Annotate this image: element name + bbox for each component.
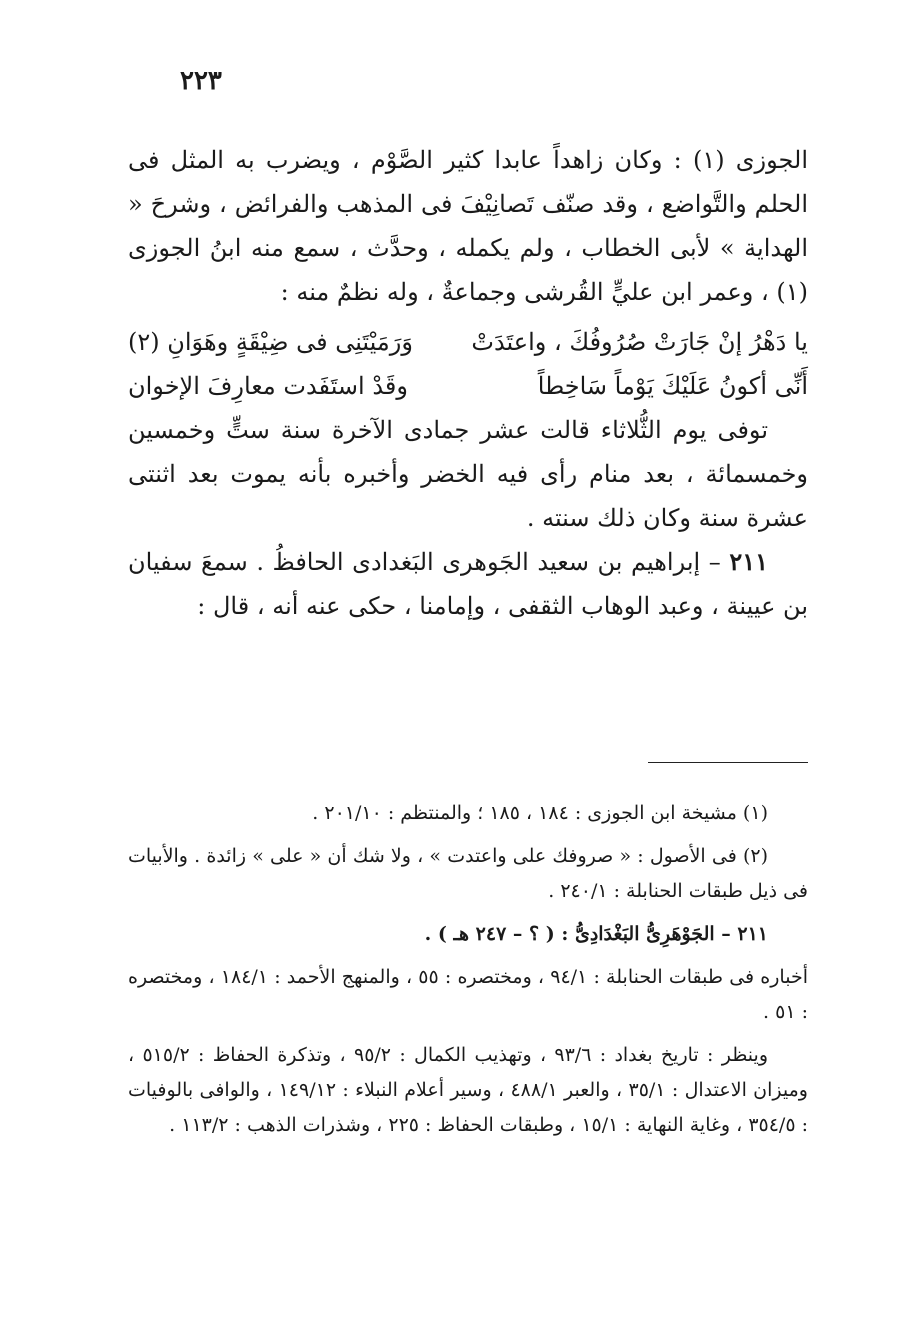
footnote-1: (١) مشيخة ابن الجوزى : ١٨٤ ، ١٨٥ ؛ والمنتظم : ٢٠١/١٠ .	[312, 802, 768, 824]
verse-2-second-hemistich: وقَدْ استَفَدت معارِفَ الإخوان	[128, 372, 408, 400]
verse-2-first-hemistich: أَنِّى أكونُ عَلَيْكَ يَوْماً سَاخِطاً	[537, 372, 808, 400]
footnotes	[128, 796, 808, 1151]
death-paragraph: توفى يوم الثُّلاثاء قالت عشر جمادى الآخرة سنة ستٍّ وخمسين وخمسمائة ، بعد منام رأى فيه الخضر وأخبره بأنه يموت بعد اثنتى عشرة سنة وكان ذلك سنته .	[128, 416, 808, 532]
entry-number: ٢١١	[729, 547, 768, 576]
footnote-entry-heading: ٢١١ – الجَوْهَرِىُّ البَغْدَادِىُّ : ( ؟ – ٢٤٧ هـ ) .	[424, 923, 768, 945]
verse-line-2	[128, 364, 808, 408]
entry-text: – إبراهيم بن سعيد الجَوهرى البَغدادى الحافظُ . سمعَ سفيان بن عيينة ، وعبد الوهاب الثقفى ، وإمامنا ، حكى عنه أنه ، قال :	[128, 548, 808, 620]
footnote-divider	[648, 762, 808, 763]
main-text	[128, 138, 808, 628]
footnote-2: (٢) فى الأصول : « صروفك على واعتدت » ، ولا شك أن « على » زائدة . والأبيات فى ذيل طبقات الحنابلة : ٢٤٠/١ .	[128, 845, 808, 902]
verse-line-1	[128, 320, 808, 364]
verse-1-first-hemistich: يا دَهْرُ إنْ جَارَتْ صُرُوفُكَ ، واعتَدَتْ	[471, 328, 808, 356]
poem	[128, 320, 808, 408]
verse-1-second-hemistich: وَرَمَيْتَنِى فى ضِيْقَةٍ وهَوَانِ (٢)	[128, 328, 413, 356]
footnote-entry-references: وينظر : تاريخ بغداد : ٩٣/٦ ، وتهذيب الكمال : ٩٥/٢ ، وتذكرة الحفاظ : ٥١٥/٢ ، وميزان الاعتدال : ٣٥/١ ، والعبر ٤٨٨/١ ، وسير أعلام النبلاء : ١٤٩/١٢ ، والوافى بالوفيات : ٣٥٤/٥ ، وغاية النهاية : ١٥/١ ، وطبقات الحفاظ : ٢٢٥ ، وشذرات الذهب : ١١٣/٢ .	[128, 1044, 808, 1136]
page-number: ٢٢٣	[180, 66, 222, 96]
entry-paragraph	[128, 540, 808, 628]
biography-paragraph: الجوزى (١) : وكان زاهداً عابدا كثير الصَّوْم ، ويضرب به المثل فى الحلم والتَّواضع ، وقد صنّف تَصانِيْفَ فى المذهب والفرائض ، وشرحَ « الهداية » لأبى الخطاب ، ولم يكمله ، وحدَّث ، سمع منه ابنُ الجوزى (١) ، وعمر ابن عليٍّ القُرشى وجماعةٌ ، وله نظمٌ منه :	[128, 146, 808, 306]
footnote-entry-sources: أخباره فى طبقات الحنابلة : ٩٤/١ ، ومختصره : ٥٥ ، والمنهج الأحمد : ١٨٤/١ ، ومختصره : ٥١ .	[128, 966, 808, 1023]
